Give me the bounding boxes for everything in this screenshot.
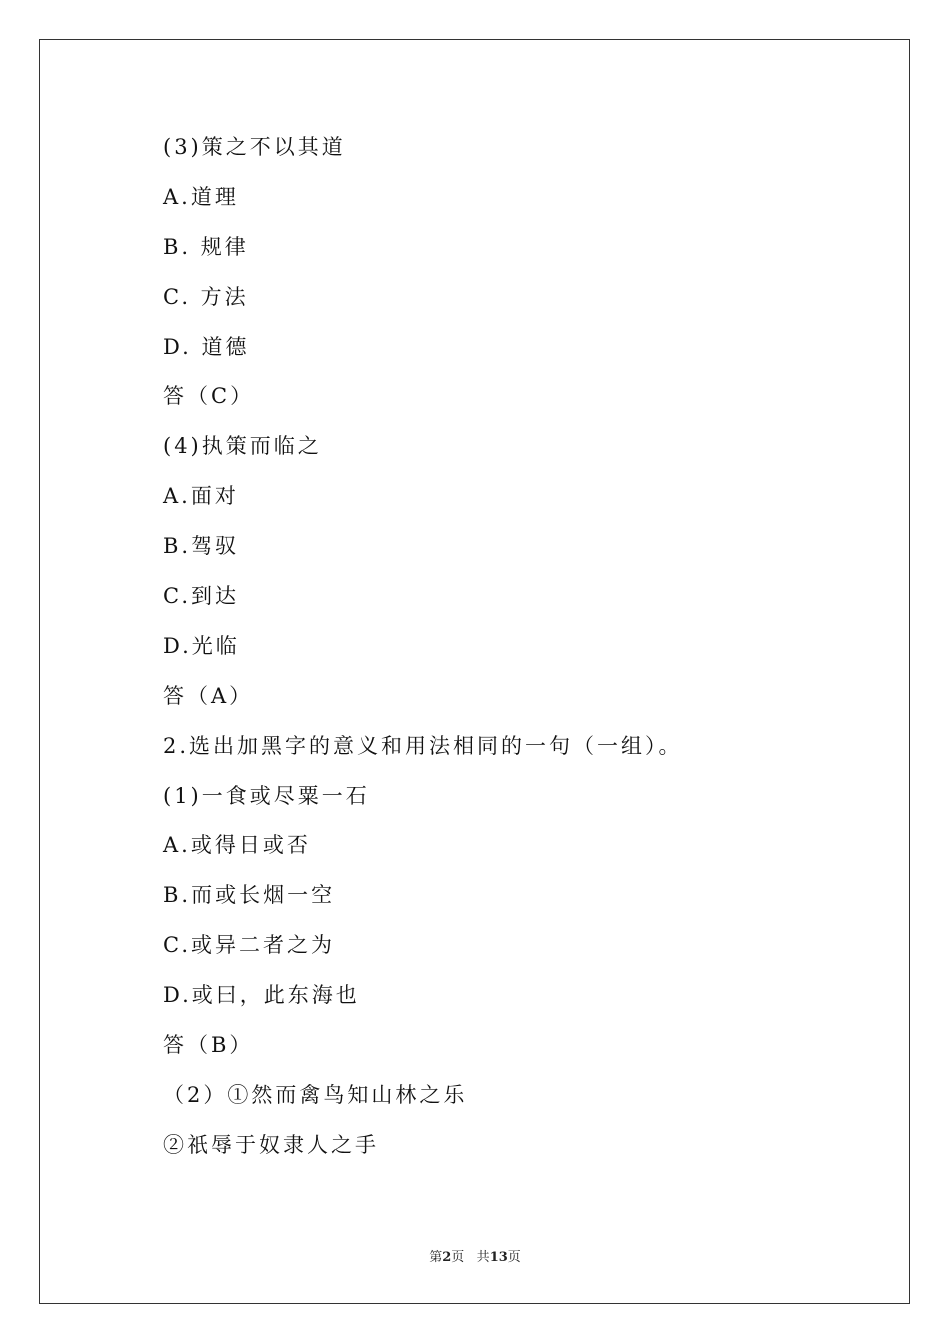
question-2-stem-2: ②祇辱于奴隶人之手 [163,1132,379,1157]
option-c: C.或异二者之为 [163,933,335,958]
question-1-stem: (1)一食或尽粟一石 [163,783,370,808]
option-a: A.道理 [163,184,239,209]
footer-page-suffix: 页 [451,1250,465,1265]
question-2-stem-1: （2）①然而禽鸟知山林之乐 [163,1082,468,1107]
footer-total-suffix: 页 [507,1250,521,1265]
option-b: B.而或长烟一空 [163,883,336,908]
option-a: A.面对 [163,484,239,509]
footer-page-number: 2 [442,1250,452,1265]
answer: 答（C） [163,384,255,409]
option-c: C. 方法 [163,284,249,309]
question-4-stem: (4)执策而临之 [163,434,322,459]
answer: 答（A） [163,683,254,708]
option-c: C.到达 [163,584,239,609]
option-d: D.或曰，此东海也 [163,983,360,1008]
question-3-stem: (3)策之不以其道 [163,135,346,159]
option-a: A.或得日或否 [163,833,311,858]
document-body [163,127,863,1175]
footer-total-prefix: 共 [476,1250,490,1265]
section-2-heading: 2.选出加黑字的意义和用法相同的一句（一组）。 [163,733,683,758]
page-footer [0,1246,950,1265]
footer-total-pages: 13 [489,1250,508,1265]
option-d: D. 道德 [163,334,250,359]
option-d: D.光临 [163,633,240,658]
option-b: B. 规律 [163,234,249,259]
option-b: B.驾驭 [163,534,240,559]
answer: 答（B） [163,1033,254,1058]
footer-prefix: 第 [429,1250,443,1265]
